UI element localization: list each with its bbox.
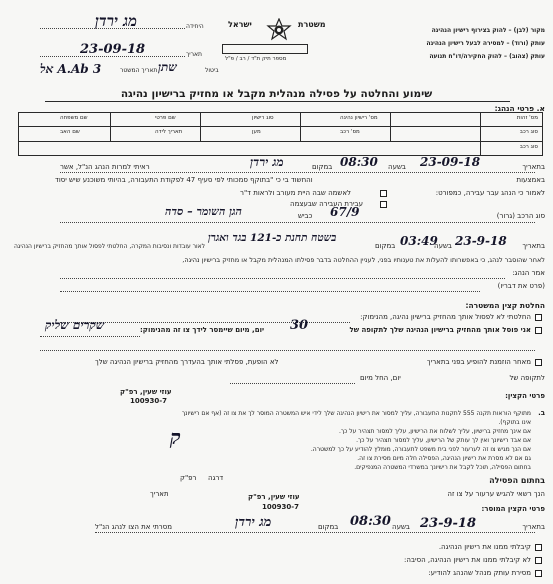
place-label: במקום	[312, 163, 333, 171]
offence-checkbox[interactable]	[380, 201, 387, 208]
opt2-days: 30	[290, 318, 309, 333]
delivery-date-label: בתאריך	[522, 523, 545, 531]
date-label: תאריך	[186, 51, 202, 58]
received-1: קיבלתי ממנו את רישיון הנהיגה.	[438, 543, 531, 551]
cell-label: מס' רכב	[340, 129, 360, 135]
notice-line-4: אם הנך מגיש צו זה לערעור לפני בית משפט לתעבורה, מומלץ להודיע על כך למשטרה.	[310, 446, 531, 453]
copy-line-2: עותק (ורוד) – למסירה לבעל רישיון הנהיגה	[426, 40, 545, 47]
table-col-1	[480, 112, 481, 156]
stamp-no: 100930-7	[262, 503, 299, 511]
delivery-place-label: במקום	[318, 523, 339, 531]
cell-label: תאריך לידה	[155, 129, 183, 135]
period-b: יום, החל מיום	[360, 374, 401, 382]
officer-value: A.Ab 3 אל	[40, 62, 102, 76]
table-col-2	[390, 112, 391, 141]
notice-line-2: אם אינך מחזיק ברישיון, עליך לשלוח את הרישיון, עליך למסור תצהיר על כך.	[339, 428, 531, 435]
disqualify-checkbox[interactable]	[535, 327, 542, 334]
copy-delivered-checkbox[interactable]	[535, 570, 542, 577]
line	[95, 532, 535, 533]
vehicle-label: סוג הרכב (גרור)	[496, 212, 545, 220]
notice-line-3: אם אבד רישיונך ואין לך עותק של הרישיון, עליך למסור תצהיר על כך.	[356, 437, 531, 444]
signed-by-label: ביטול	[205, 67, 219, 74]
rank-label: דרגה	[208, 474, 224, 482]
delivery-hour-value: 08:30	[350, 514, 391, 529]
line	[230, 383, 355, 384]
page-title: שימוע והחלטה על פסילה מנהלית מקבל או מחזיק ברישיון נהיגה	[120, 88, 433, 100]
license-not-received-checkbox[interactable]	[535, 557, 542, 564]
received-3: מסירת עותק מנהל שהנהג להודיע:	[428, 569, 531, 577]
table-col-3	[300, 112, 301, 141]
notice-line-6: בחתום הפסילה, תוכל לקבל את רישיונך במשרדי המשטרה המנפיקים.	[354, 464, 531, 471]
table-rule-1	[18, 126, 543, 127]
hearing-line-3b: (פרט את דבריו)	[497, 282, 545, 290]
sign-heading: בחתום הפסילה	[489, 476, 545, 485]
delivery-place-value: מג ירדן	[235, 515, 272, 530]
unit-value: מג ירדן	[95, 12, 137, 30]
opt3-text: מאחר הוזמנת להופיע בפני בתאריך	[426, 358, 531, 366]
line	[60, 291, 480, 292]
copy-line-3: עותק (צהוב) – להוק החקירה/דו"ח תנועה	[429, 53, 545, 60]
hearing-hour-value: 03:49	[400, 234, 438, 248]
id-field[interactable]	[222, 44, 308, 54]
table-rule-2	[18, 141, 543, 142]
opt1-text: החלטתי לא לפסול אותך מהחזיק ברישיון נהיגה, מהנימוק:	[360, 313, 531, 321]
officer-stamp-no: 100930-7	[130, 397, 167, 405]
hearing-date-value: 23-9-18	[455, 234, 507, 248]
opt3-text-b: לא הופעת, פסלתי אותך בהעדרך מהחזיק ברישיון הנהיגה שלך	[95, 358, 279, 366]
signed-value: שתן	[158, 60, 177, 74]
cell-label: סוג רכב	[519, 144, 538, 150]
delivery-hour-label: בשעה	[392, 523, 410, 531]
license-received-checkbox[interactable]	[535, 544, 542, 551]
alcohol-label: לאשמה שבה היית מעורב ולראות ד"ר	[240, 189, 352, 197]
because-label: באמצעות	[516, 176, 545, 184]
opt2-text-a: אני פוסל אותך מהחזיק ברישיון הנהיגה שלך לתקופה של	[349, 326, 531, 334]
opt2-text-b: יום, מיום שיימסר לידך צו זה מהנימוק:	[140, 326, 265, 334]
unit-label: היחידה	[186, 23, 204, 30]
cell-label: סוג רישיון	[252, 115, 274, 121]
section-a-heading: א. פרטי הנהג:	[494, 104, 545, 113]
hearing-on-label: בתאריך	[522, 242, 545, 250]
table-col-4	[200, 112, 201, 141]
hearing-hour-label: בשעה	[434, 242, 452, 250]
not-disqualify-checkbox[interactable]	[535, 314, 542, 321]
date-sign-label: תאריך	[150, 490, 169, 498]
hearing-line-3: אמר הנהג:	[512, 269, 545, 277]
cell-label: מען	[252, 129, 261, 135]
notice-line-1: מתוקף הוראות תקנה 555 לתקנות התעבורה, עליך למסור את רישיון הנהיגה שלך לידי איש המשטרה המוסר לך את צו זה (אף אם רישיונך	[181, 410, 531, 417]
officer-block-label: פרטי הקצין:	[505, 392, 545, 400]
title-underline	[45, 101, 510, 102]
date-value: 23-09-18	[80, 42, 146, 57]
state-name: ישראל	[228, 20, 252, 29]
cell-label: שם האב	[60, 129, 80, 135]
notice-line-1b: אינו בתוקף).	[498, 419, 531, 426]
received-2: לא קיבלתי ממנו את רישיון הנהיגה, הסיבה:	[404, 556, 531, 564]
on-date-value: 23-09-18	[420, 155, 481, 169]
reason-label: לאמור כי הנהג עבר עבירה, כמפורט:	[435, 189, 545, 197]
alcohol-checkbox[interactable]	[380, 190, 387, 197]
reason-value: שקרים שליק	[45, 318, 105, 332]
driver-details-table	[18, 112, 543, 156]
id-field-label: מספר תיק ת"ד / רב / פ"ל	[225, 56, 287, 62]
officer-stamp-name: עוזי שעין, רפ"ק	[120, 388, 172, 396]
offence-text: והחשוד בי כי "בתוקף סמכותי לפי סעיף 47 לפקודת התעבורה, בהיותי משוכנע שיש יסוד	[55, 176, 313, 184]
officer-signature: ק	[170, 425, 181, 449]
table-col-5	[110, 112, 111, 141]
on-date-label: בתאריך	[522, 163, 545, 171]
period-label: לתקופה של	[509, 374, 545, 382]
stamp-name: עוזי שעין, רפ"ק	[248, 493, 300, 501]
hearing-place-label: במקום	[375, 242, 396, 250]
vehicle-value: 67/9	[330, 205, 360, 219]
line	[60, 222, 535, 223]
notice-line-5: גם אם לא מסרת את רישיון הנהיגה, הפסילה חלה מיום מסירת צו זה.	[357, 455, 531, 462]
line	[40, 350, 535, 351]
section-d-heading: ב.	[538, 409, 545, 417]
offence-code-label: עבירת העבירה שבעצמה	[290, 200, 363, 208]
absent-checkbox[interactable]	[535, 359, 542, 366]
delivery-date-value: 23-9-18	[420, 516, 477, 531]
org-name: משטרת	[298, 20, 326, 29]
police-emblem-icon	[266, 18, 292, 44]
saw-label: ראיתי למרות הנהג הנ"ל, אשר	[60, 163, 150, 171]
cell-label: שם פרטי	[155, 115, 176, 121]
hearing-place-value: בשטח תחנת כ-121 בגד ואגרן	[208, 232, 337, 244]
line	[60, 172, 535, 173]
hearing-line-2: לאחר שהוסבר לנהג, כי באפשרותו להעלות את טענותיו בפני, לעניין ההחלטה בדבר פסילתו המנהלית מקבל או מחזיק ברישיון נהיגה,	[182, 256, 545, 264]
delivered-label: מסרתי את הצו לנהג הנ"ל	[95, 523, 173, 531]
cell-label: סוג רכב	[519, 129, 538, 135]
cell-label: שם משפחה	[60, 115, 88, 121]
hour-value: 08:30	[340, 155, 378, 169]
hearing-right-text: לאור עובדות ונסיבות המקרה, החלטתי לפסול אותך מהחזיק ברישיון הנהיגה	[14, 243, 206, 250]
line	[40, 336, 140, 337]
handed-2: פרטי הקצין המוסר:	[481, 505, 545, 513]
copy-line-1: מקור (לבן) – להוק בצירוף רישיון הנהיגה	[431, 27, 545, 34]
rank-value: רפ"ק	[180, 474, 197, 482]
line	[60, 278, 505, 279]
cell-label: מס' רישיון נהיגה	[340, 115, 378, 121]
officer-label: תאריך המשטר	[120, 67, 158, 74]
road-value: הגן השומר – סדה	[165, 205, 242, 218]
section-c-heading: החלטת קצין המשטרה:	[465, 301, 545, 310]
cell-label: מס' זהות	[516, 115, 538, 121]
road-label: כביש	[298, 212, 313, 220]
handed-label: הנך רשאי להגיש ערעור על צו זה	[447, 490, 545, 498]
place-value: מג ירדן	[250, 155, 284, 169]
hour-label: בשעה	[388, 163, 406, 171]
